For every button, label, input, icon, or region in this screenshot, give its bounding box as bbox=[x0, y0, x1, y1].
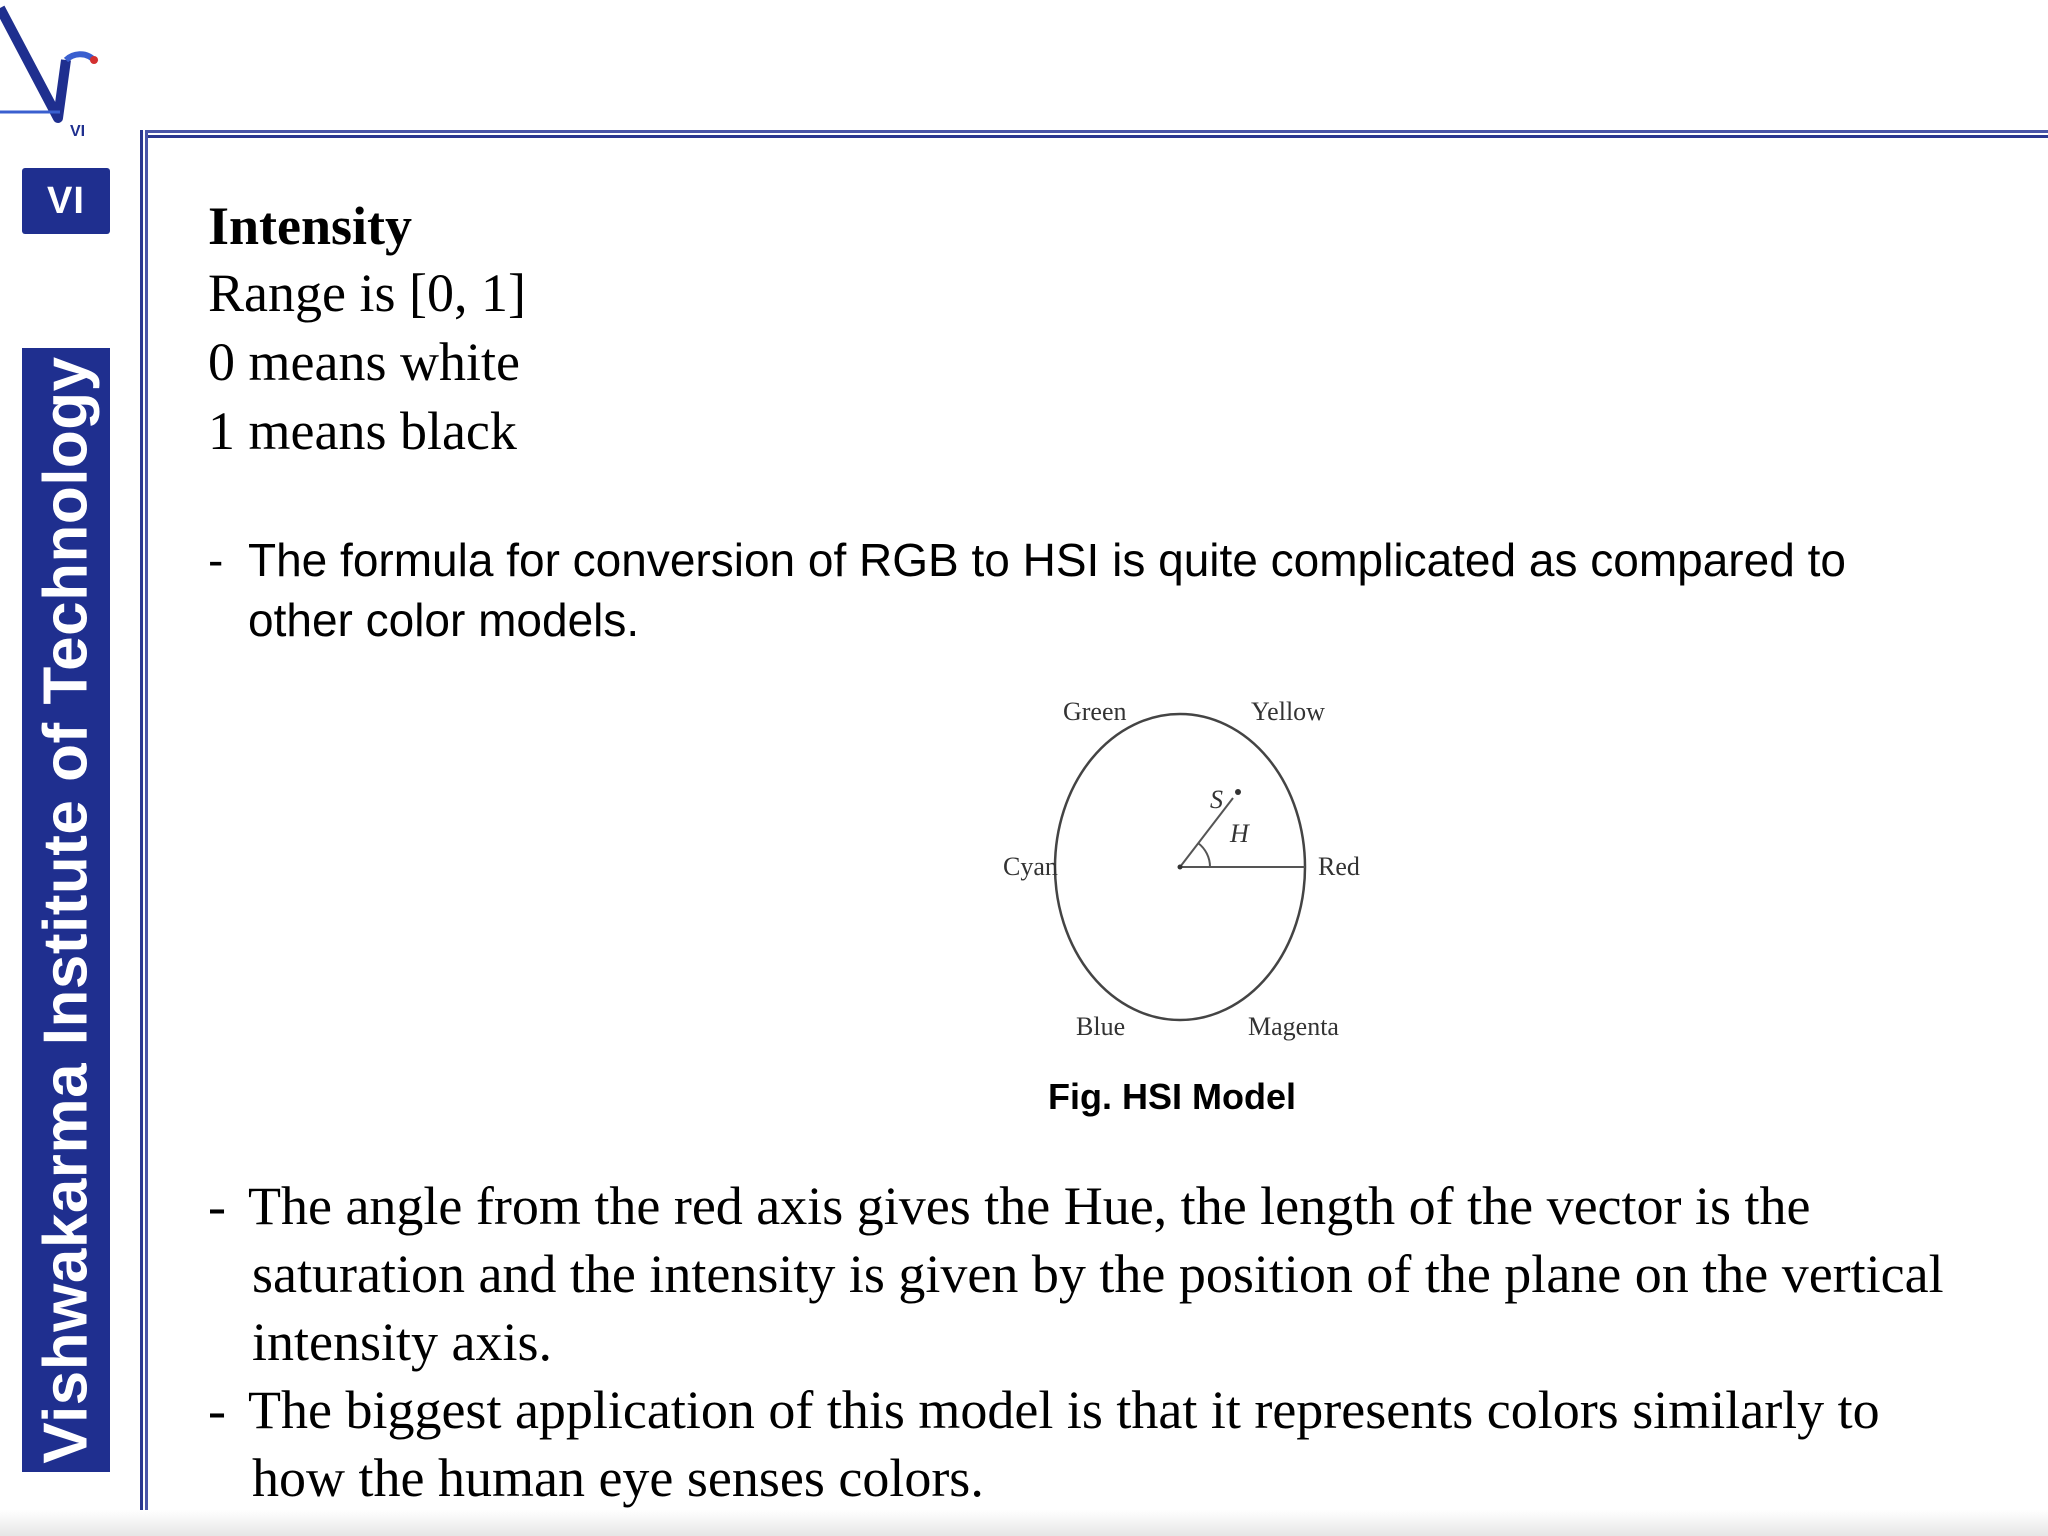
slide-heading: Intensity bbox=[208, 196, 413, 256]
vi-badge: VI bbox=[22, 168, 110, 234]
center-point bbox=[1178, 865, 1183, 870]
formula-note-line2: other color models. bbox=[248, 594, 640, 646]
institute-name: Vishwakarma Institute of Technology bbox=[31, 356, 101, 1464]
bottom-shade bbox=[0, 1510, 2048, 1536]
institute-logo bbox=[0, 0, 110, 145]
bullet-dash: - bbox=[208, 1176, 226, 1236]
application-line2: how the human eye senses colors. bbox=[252, 1448, 984, 1508]
figure-caption: Fig. HSI Model bbox=[1048, 1076, 1296, 1117]
hue-line1: The angle from the red axis gives the Hue, the length of the vector is the bbox=[248, 1176, 1811, 1236]
label-s: S bbox=[1210, 785, 1223, 814]
logo-letters: VI bbox=[70, 123, 86, 140]
vector-end-point bbox=[1235, 789, 1241, 795]
saturation-vector bbox=[1180, 798, 1233, 867]
formula-note bbox=[208, 530, 2038, 650]
hue-angle-arc bbox=[1198, 843, 1210, 867]
application-note bbox=[208, 1376, 2038, 1512]
label-red: Red bbox=[1318, 852, 1360, 881]
intensity-one: 1 means black bbox=[208, 401, 517, 461]
intensity-range: Range is [0, 1] bbox=[208, 263, 526, 323]
left-rule bbox=[140, 130, 148, 1536]
hue-line2: saturation and the intensity is given by the position of the plane on the vertical bbox=[252, 1244, 1944, 1304]
top-rule bbox=[140, 130, 2048, 138]
bullet-dash: - bbox=[208, 1380, 226, 1440]
application-line1: The biggest application of this model is that it represents colors similarly to bbox=[248, 1380, 1880, 1440]
hsi-diagram bbox=[988, 690, 1388, 1050]
label-blue: Blue bbox=[1076, 1012, 1126, 1041]
bullet-dash: - bbox=[208, 534, 224, 586]
label-cyan: Cyan bbox=[1003, 852, 1058, 881]
hue-line3: intensity axis. bbox=[252, 1312, 552, 1372]
label-yellow: Yellow bbox=[1251, 697, 1325, 726]
formula-note-line1: The formula for conversion of RGB to HSI is quite complicated as compared to bbox=[248, 534, 1846, 586]
hue-explanation bbox=[208, 1172, 2038, 1376]
label-magenta: Magenta bbox=[1248, 1012, 1339, 1041]
intensity-zero: 0 means white bbox=[208, 332, 520, 392]
label-green: Green bbox=[1063, 697, 1127, 726]
label-h: H bbox=[1230, 819, 1249, 848]
